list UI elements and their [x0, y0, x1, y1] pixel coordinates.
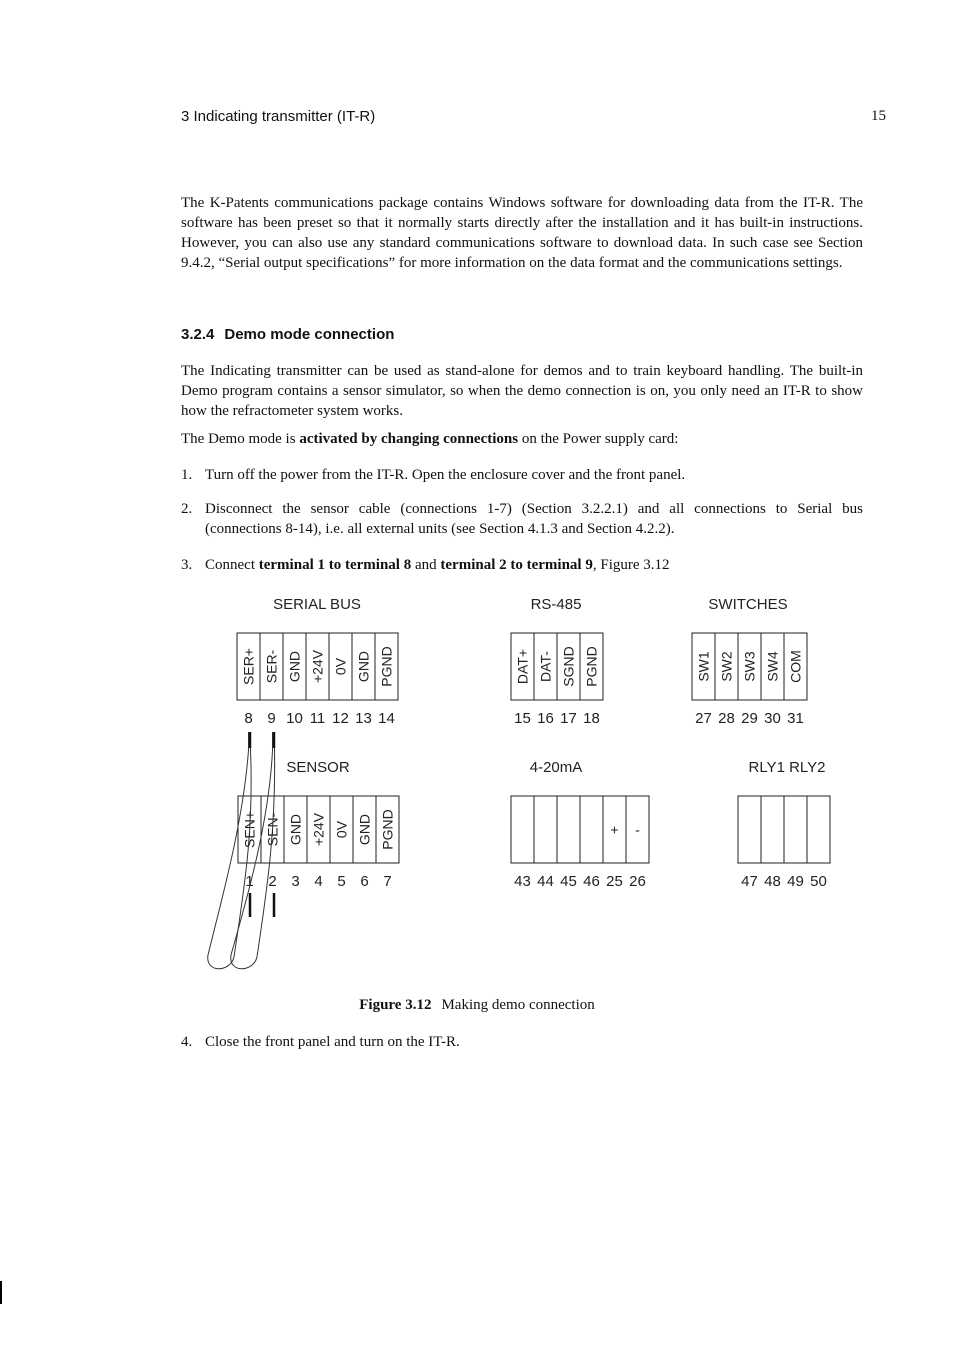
terminal-number: 11 — [309, 710, 326, 727]
terminal-number: 49 — [787, 873, 804, 890]
step-number: 2. — [181, 501, 193, 517]
terminal-label: + — [610, 821, 619, 838]
section-number: 3.2.4 — [181, 326, 215, 343]
terminal-number: 10 — [286, 710, 303, 727]
terminal-label: +24V — [310, 812, 327, 847]
terminal-label: 0V — [333, 820, 350, 839]
terminal-label: SW3 — [741, 651, 758, 682]
terminal-label: GND — [356, 813, 373, 846]
terminal-number: 27 — [695, 710, 712, 727]
terminal-number: 2 — [268, 873, 277, 890]
terminal-number: 7 — [383, 873, 392, 890]
terminal-number: 29 — [741, 710, 758, 727]
demo-connection-diagram — [200, 585, 840, 980]
4-20ma-title: 4-20mA — [529, 759, 583, 776]
serial-bus-title: SERIAL BUS — [273, 596, 361, 613]
terminal-label: 0V — [332, 657, 349, 676]
terminal-label: GND — [287, 813, 304, 846]
step-text: Disconnect the sensor cable (connections 1-7) (Section 3.2.2.1) and all connections to Serial bus (connections 8-14), i.e. all external units (see Section 4.1.3 and Section 4.2.2). — [205, 501, 863, 537]
terminal-number: 47 — [741, 873, 758, 890]
terminal-label: PGND — [583, 646, 600, 687]
terminal-label: SEN+ — [241, 811, 258, 848]
step-4 — [181, 1032, 863, 1052]
terminal-number: 44 — [537, 873, 554, 890]
terminal-number: 43 — [514, 873, 531, 890]
terminal-number: 45 — [560, 873, 577, 890]
figure-caption — [0, 997, 954, 1014]
running-header: 3 Indicating transmitter (IT-R) — [181, 108, 376, 125]
activation-emphasis: activated by changing connections — [299, 431, 519, 447]
terminal-number: 31 — [787, 710, 804, 727]
terminal-number: 3 — [291, 873, 300, 890]
activation-paragraph — [181, 429, 863, 449]
terminal-number: 17 — [560, 710, 577, 727]
rly1-rly2-title: RLY1 RLY2 — [748, 759, 826, 776]
terminal-1-to-8: terminal 1 to terminal 8 — [258, 557, 412, 573]
switches-title: SWITCHES — [708, 596, 788, 613]
step-number: 4. — [181, 1034, 193, 1050]
terminal-number: 13 — [355, 710, 372, 727]
page-number: 15 — [871, 108, 886, 124]
step-text: Connect terminal 1 to terminal 8 and terminal 2 to terminal 9, Figure 3.12 — [205, 557, 670, 573]
activation-text-after: on the Power supply card: — [518, 431, 679, 447]
terminal-label: SW1 — [695, 651, 712, 682]
terminal-label: COM — [787, 650, 804, 683]
terminal-cell — [580, 796, 603, 863]
margin-mark — [0, 1281, 2, 1304]
terminal-number: 5 — [337, 873, 346, 890]
terminal-number: 16 — [537, 710, 554, 727]
terminal-label: GND — [286, 650, 303, 683]
terminal-label: SGND — [560, 646, 577, 687]
figure-caption-text: Making demo connection — [441, 997, 595, 1013]
terminal-number: 30 — [764, 710, 781, 727]
jumper-wire — [231, 732, 275, 969]
terminal-number: 15 — [514, 710, 531, 727]
section-heading — [181, 326, 394, 343]
step-number: 1. — [181, 467, 193, 483]
terminal-cell — [511, 796, 534, 863]
terminal-label: PGND — [379, 809, 396, 850]
terminal-label: SER- — [263, 649, 280, 684]
terminal-number: 14 — [378, 710, 395, 727]
step-text: Close the front panel and turn on the IT-R. — [205, 1034, 460, 1050]
terminal-number: 50 — [810, 873, 827, 890]
terminal-label: - — [635, 821, 640, 838]
step-text: Turn off the power from the IT-R. Open the enclosure cover and the front panel. — [205, 467, 686, 483]
terminal-cell — [534, 796, 557, 863]
terminal-number: 1 — [245, 873, 254, 890]
terminal-number: 18 — [583, 710, 600, 727]
terminal-label: SEN- — [264, 812, 281, 847]
terminal-number: 48 — [764, 873, 781, 890]
terminal-label: PGND — [378, 646, 395, 687]
jumper-wire — [208, 732, 254, 969]
demo-paragraph: The Indicating transmitter can be used as stand-alone for demos and to train keyboard handling. The built-in Demo program contains a sensor simulator, so when the demo connection is on, you only need an IT-R to show how the refractometer system works. — [181, 363, 863, 419]
terminal-label: GND — [355, 650, 372, 683]
terminal-cell — [761, 796, 784, 863]
figure-caption-label: Figure 3.12 — [359, 997, 432, 1013]
terminal-2-to-9: terminal 2 to terminal 9 — [440, 557, 593, 573]
terminal-label: +24V — [309, 649, 326, 684]
terminal-cell — [807, 796, 830, 863]
terminal-label: SER+ — [240, 648, 257, 685]
terminal-cell — [557, 796, 580, 863]
terminal-number: 9 — [267, 710, 276, 727]
terminal-cell — [738, 796, 761, 863]
terminal-number: 25 — [606, 873, 623, 890]
step-number: 3. — [181, 557, 193, 573]
terminal-number: 28 — [718, 710, 735, 727]
step-1 — [181, 465, 863, 485]
terminal-number: 4 — [314, 873, 323, 890]
activation-text-before: The Demo mode is — [181, 431, 300, 447]
terminal-number: 12 — [332, 710, 349, 727]
terminal-label: DAT- — [537, 651, 554, 682]
rs-485-title: RS-485 — [530, 596, 582, 613]
section-title: Demo mode connection — [224, 326, 395, 343]
terminal-number: 6 — [360, 873, 369, 890]
terminal-label: SW4 — [764, 651, 781, 682]
intro-paragraph: The K-Patents communications package contains Windows software for downloading data from the IT-R. The software has been preset so that it normally starts directly after the installation and it has built-in instructions. However, you can also use any standard communications software to download data. In such case see Section 9.4.2, “Serial output specifications” for more information on the data format and the communications settings. — [181, 195, 863, 271]
sensor-title: SENSOR — [286, 759, 350, 776]
terminal-label: SW2 — [718, 651, 735, 682]
step-2 — [181, 499, 863, 539]
terminal-number: 46 — [583, 873, 600, 890]
step-3 — [181, 555, 863, 575]
terminal-cell — [784, 796, 807, 863]
terminal-number: 26 — [629, 873, 646, 890]
terminal-label: DAT+ — [514, 648, 531, 685]
terminal-number: 8 — [244, 710, 253, 727]
